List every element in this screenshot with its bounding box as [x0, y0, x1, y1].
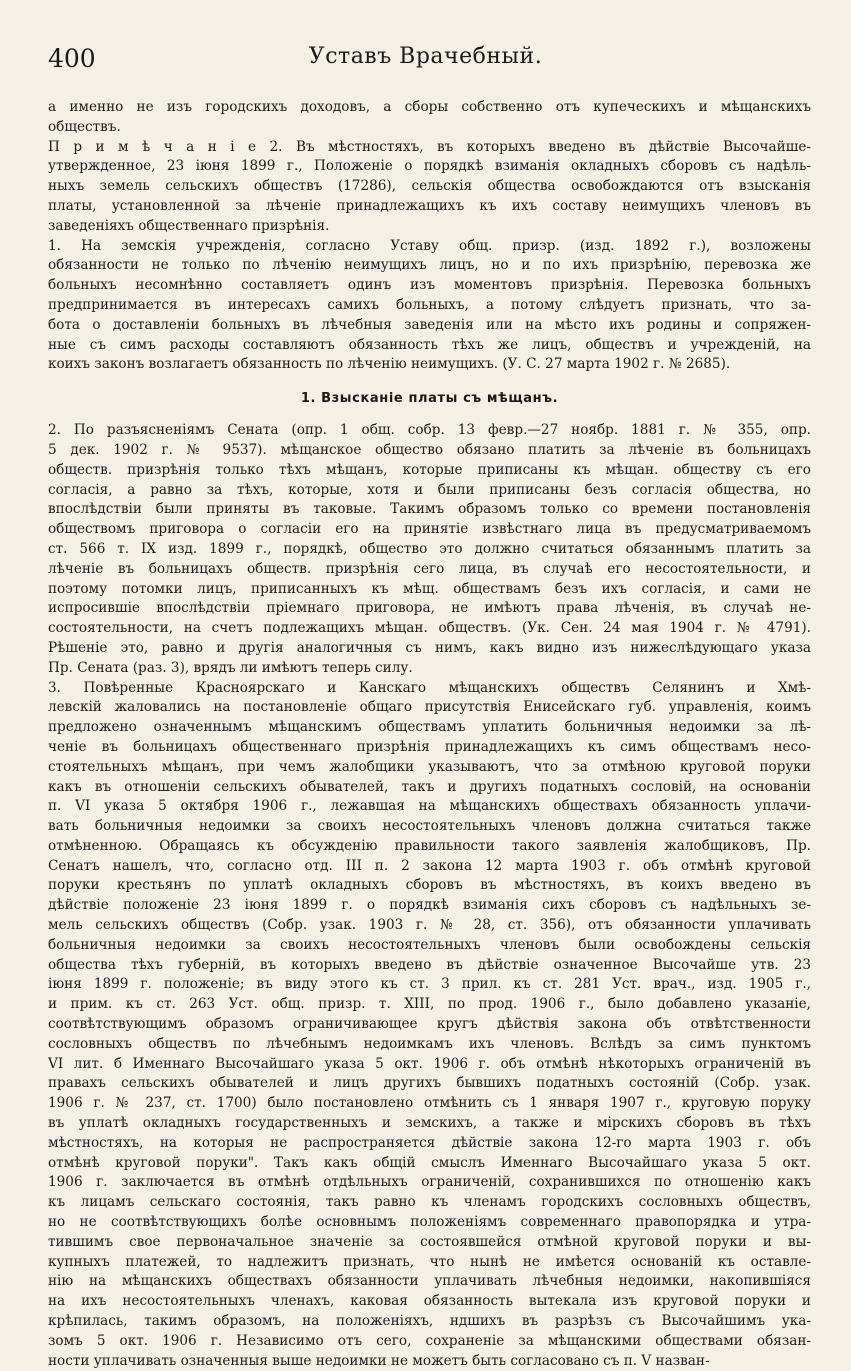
- text-line: мѣстностяхъ, на которыя не распространяется дѣйствіе закона 12-го марта 1903 г. объ: [48, 1134, 811, 1151]
- text-line: на ихъ несостоятельныхъ членахъ, каковая обязанность вытекала изъ круговой поруки и: [48, 1293, 811, 1310]
- text-line: нію на мѣщанскихъ обществахъ обязанности уплачивать лѣчебныя недоимки, накопившіяся: [48, 1273, 811, 1290]
- text-line: сословныхъ обществъ по лѣчебнымъ недоимкамъ ихъ членовъ. Вслѣдъ за симъ пунктомъ: [48, 1035, 811, 1052]
- text-line: лѣченіе въ больницахъ обществ. призрѣнія сего лица, въ случаѣ его несостоятельности, и: [48, 560, 811, 577]
- text-line: больничныя недоимки за своихъ несостоятельныхъ членовъ были освобождены сельскія: [48, 936, 811, 953]
- text-line: въ уплатѣ окладныхъ государственныхъ и земскихъ, а также и мірскихъ сборовъ въ тѣхъ: [48, 1115, 811, 1132]
- text-line: левскій жаловались на постановленіе общаго присутствія Енисейскаго губ. управленія, коимъ: [48, 699, 811, 716]
- page-header: [48, 44, 803, 74]
- text-line: купныхъ платежей, то надлежитъ признать, что нынѣ не имѣется основаній къ оставле-: [48, 1253, 811, 1270]
- text-line: зомъ 5 окт. 1906 г. Независимо отъ сего, сохраненіе за мѣщанскими обществами обязан-: [48, 1332, 811, 1349]
- text-line: къ лицамъ сельскаго состоянія, такъ равно къ членамъ городскихъ сословныхъ обществъ,: [48, 1194, 811, 1211]
- paragraph-item-3: [48, 679, 811, 1371]
- text-line: ные съ симъ расходы составляютъ обязанность тѣхъ же лицъ, обществъ и учрежденій, на: [48, 336, 811, 353]
- text-line: правахъ сельскихъ обывателей и лицъ другихъ бывшихъ податныхъ состояній (Собр. узак.: [48, 1075, 811, 1092]
- text-line: ности уплачивать означенныя выше недоимки не можетъ быть согласовано съ п. V назван-: [48, 1352, 710, 1369]
- text-line: крѣпилась, такимъ образомъ, на положеніяхъ, ндшихъ въ разрѣзъ съ Высочайшимъ ука-: [48, 1313, 811, 1330]
- text-line: предпринимается въ интересахъ самихъ больныхъ, а потому слѣдуетъ признать, что за-: [48, 296, 811, 313]
- text-line: впослѣдствіи были приняты въ таковые. Такимъ образомъ только со времени постановленія: [48, 501, 811, 518]
- text-line: 1906 г. № 237, ст. 1700) было постановлено отмѣнить съ 1 января 1907 г., круговую поруку: [48, 1095, 811, 1112]
- text-line: вать больничныя недоимки за своихъ несостоятельныхъ членовъ должна считаться также: [48, 818, 811, 835]
- text-line: утвержденное, 23 іюня 1899 г., Положеніе о порядкѣ взиманія окладныхъ сборовъ съ надѣль-: [48, 158, 811, 175]
- text-line: 3. Повѣренные Красноярскаго и Канскаго мѣщанскихъ обществъ Селянинъ и Хмѣ-: [48, 679, 811, 696]
- text-line: отмѣненною. Обращаясь къ обсужденію правильности такого заявленія жалобщиковъ, Пр.: [48, 837, 811, 854]
- text-line: какъ въ отношеніи сельскихъ обывателей, такъ и другихъ податныхъ сословій, на основаніи: [48, 778, 811, 795]
- text-line: обязанности не только по лѣченію неимущихъ лицъ, но и по ихъ призрѣнію, перевозка же: [48, 257, 811, 274]
- text-line: заведеніяхъ общественнаго призрѣнія.: [48, 217, 330, 234]
- text-line: соотвѣтствующимъ образомъ ограничивающее кругъ дѣйствія закона объ отвѣтственности: [48, 1016, 811, 1033]
- paragraph-continuation: [48, 98, 811, 138]
- text-line: ст. 566 т. IX изд. 1899 г., порядкѣ, общество это должно считаться обязаннымъ платить за: [48, 540, 811, 557]
- text-line: обществ. призрѣнія только тѣхъ мѣщанъ, которые приписаны къ мѣщан. обществу съ его: [48, 461, 811, 478]
- page-body: [48, 98, 811, 1371]
- text-line: ныхъ земель сельскихъ обществъ (17286), сельскія общества освобождаются отъ взысканія: [48, 178, 811, 195]
- text-line: состоятельности, на счетъ подлежащихъ мѣщан. обществъ. (Ук. Сен. 24 мая 1904 г. № 4791).: [48, 620, 811, 637]
- text-line: платы, установленной за лѣченіе принадлежащихъ къ ихъ составу неимущихъ членовъ въ: [48, 197, 811, 214]
- text-line: 5 дек. 1902 г. № 9537). мѣщанское общество обязано платить за лѣченіе въ больницахъ: [48, 441, 811, 458]
- text-line: а именно не изъ городскихъ доходовъ, а сборы собственно отъ купеческихъ и мѣщанскихъ: [48, 99, 811, 115]
- text-line: поруки крестьянъ по уплатѣ окладныхъ сборовъ въ мѣстностяхъ, въ коихъ введено въ: [48, 877, 811, 894]
- text-line: но не соотвѣтствующихъ болѣе основнымъ положеніямъ современнаго правопорядка и утра-: [48, 1214, 811, 1231]
- running-title: Уставъ Врачебный.: [308, 44, 543, 69]
- text-line: отмѣнѣ круговой поруки". Такъ какъ общій смыслъ Именнаго Высочайшаго указа 5 окт.: [48, 1154, 811, 1171]
- text-line: поэтому потомки лицъ, приписанныхъ къ мѣщ. обществамъ безъ ихъ согласія, и сами не: [48, 580, 811, 597]
- text-line: предложено означеннымъ мѣщанскимъ обществамъ уплатить больничныя недоимки за лѣ-: [48, 719, 811, 736]
- page-number: 400: [48, 44, 96, 73]
- text-line: 1906 г. заключается въ отмѣнѣ отдѣльныхъ ограниченій, сохранившихся по отношенію какъ: [48, 1174, 811, 1191]
- text-line: мель сельскихъ обществъ (Собр. узак. 1903 г. № 28, ст. 356), отъ обязанности уплачивать: [48, 917, 811, 934]
- paragraph-item-1: [48, 237, 811, 376]
- text-line: испросившіе впослѣдствіи пріемнаго приговора, не имѣютъ права лѣченія, въ случаѣ не-: [48, 600, 811, 617]
- text-line: согласія, а равно за тѣхъ, которые, хотя и были приписаны безъ согласія общества, но: [48, 481, 811, 498]
- text-line: п. VI указа 5 октября 1906 г., лежавшая на мѣщанскихъ обществахъ обязанность уплачи-: [48, 798, 811, 815]
- text-line: VI лит. б Именнаго Высочайшаго указа 5 окт. 1906 г. объ отмѣнѣ нѣкоторыхъ ограниченій въ: [48, 1055, 811, 1072]
- text-line: стоятельныхъ мѣщанъ, при чемъ жалобщики указываютъ, что за отмѣною круговой поруки: [48, 758, 811, 775]
- text-line: П р и м ѣ ч а н і е 2. Въ мѣстностяхъ, въ которыхъ введено въ дѣйствіе Высочайше-: [48, 138, 811, 155]
- text-line: Рѣшеніе это, равно и другія аналогичныя съ нимъ, какъ видно изъ нижеслѣдующаго указа: [48, 639, 811, 656]
- text-line: Пр. Сената (раз. 3), врядъ ли имѣютъ теперь силу.: [48, 659, 413, 676]
- text-line: ченіе въ больницахъ общественнаго призрѣнія принадлежащихъ къ симъ обществамъ несо-: [48, 738, 811, 755]
- text-line: 2. По разъясненіямъ Сената (опр. 1 общ. собр. 13 февр.—27 ноябр. 1881 г. № 355, опр.: [48, 422, 811, 439]
- text-line: общества тѣхъ губерній, въ которыхъ введено въ дѣйствіе означенное Высочайше утв. 23: [48, 956, 811, 973]
- text-line: тившимъ свое первоначальное значеніе за состоявшейся отмѣной круговой поруки и вы-: [48, 1233, 811, 1250]
- text-line: 1. На земскія учрежденія, согласно Уставу общ. призр. (изд. 1892 г.), возложены: [48, 237, 811, 254]
- text-line: больныхъ несомнѣнно составляетъ одинъ изъ моментовъ призрѣнія. Перевозка больныхъ: [48, 277, 811, 294]
- text-line: Сенатъ нашелъ, что, согласно отд. III п. 2 закона 12 марта 1903 г. объ отмѣнѣ круговой: [48, 857, 811, 874]
- section-heading: 1. Взысканіе платы съ мѣщанъ.: [300, 391, 559, 407]
- paragraph-item-2: [48, 421, 811, 678]
- text-line: дѣйствіе положеніе 23 іюня 1899 г. о порядкѣ взиманія сихъ сборовъ съ надѣльныхъ зе-: [48, 897, 811, 914]
- text-line: коихъ законъ возлагаетъ обязанность по лѣченію неимущихъ. (У. С. 27 марта 1902 г. № 2685).: [48, 356, 731, 373]
- text-line: обществъ.: [48, 118, 121, 135]
- text-line: обществомъ приговора о согласіи его на принятіе извѣстнаго лица въ предусматриваемомъ: [48, 521, 811, 538]
- paragraph-note-2: [48, 138, 811, 237]
- text-line: и прим. къ ст. 263 Уст. общ. призр. т. XIII, по прод. 1906 г., было добавлено указаніе,: [48, 996, 811, 1013]
- text-line: бота о доставленіи больныхъ въ лѣчебныя заведенія или на мѣсто ихъ родины и сопряжен-: [48, 316, 811, 333]
- text-line: іюня 1899 г. положеніе; въ виду этого къ ст. 3 прил. къ ст. 281 Уст. врач., изд. 1905 г.,: [48, 976, 811, 993]
